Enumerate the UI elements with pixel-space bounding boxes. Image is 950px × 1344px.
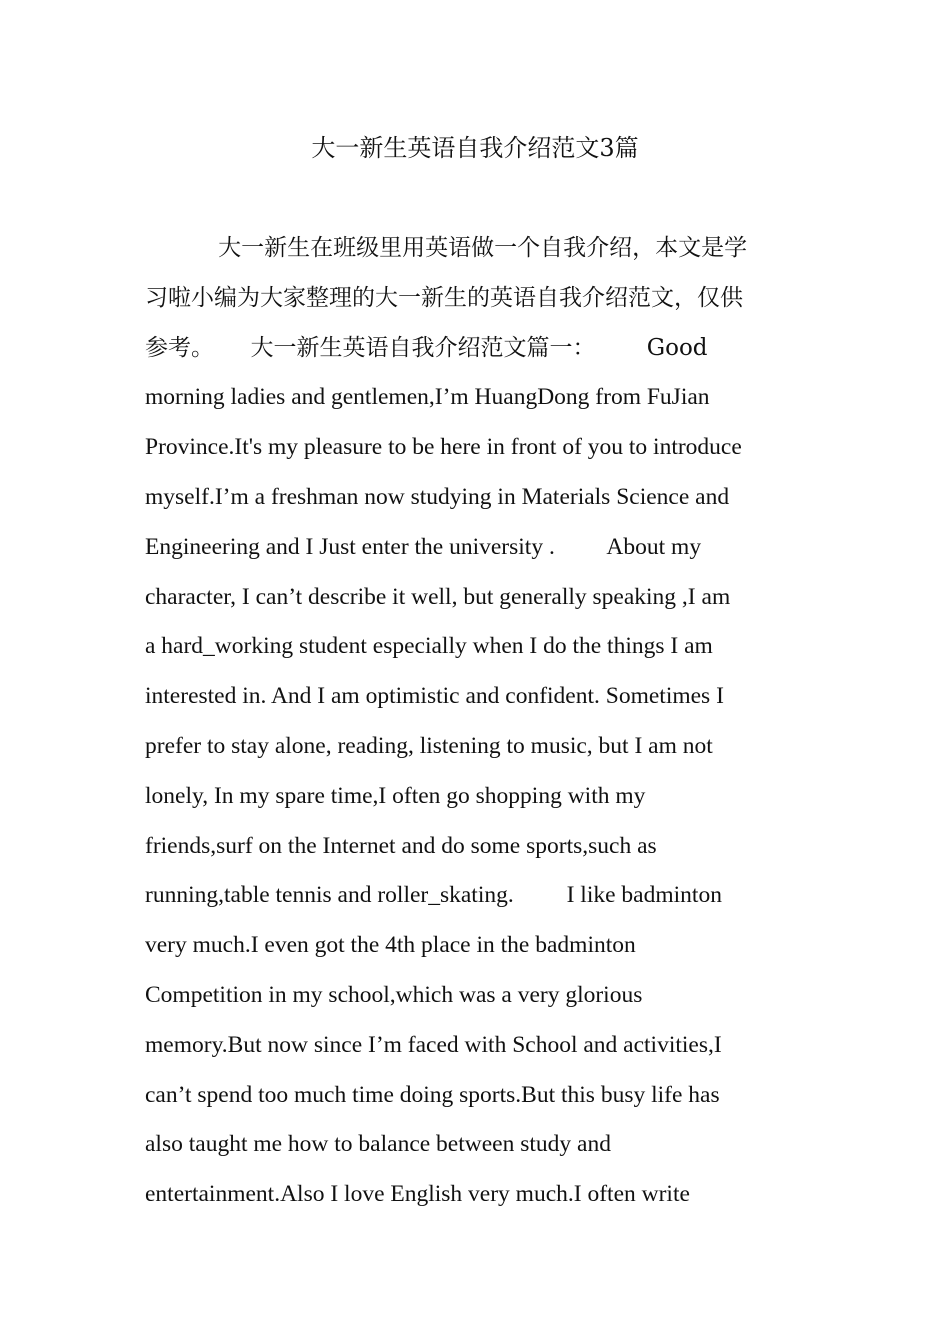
body-line: friends,surf on the Internet and do some sports,such as	[145, 832, 657, 859]
body-line: 大一新生在班级里用英语做一个自我介绍，本文是学	[145, 235, 748, 261]
body-line: entertainment.Also I love English very much.I often write	[145, 1181, 690, 1208]
body-line: prefer to stay alone, reading, listening to music, but I am not	[145, 732, 713, 759]
body-line: Province.It's my pleasure to be here in front of you to introduce	[145, 434, 742, 461]
body-line: also taught me how to balance between study and	[145, 1131, 611, 1158]
body-line: a hard_working student especially when I do the things I am	[145, 633, 713, 660]
body-line: memory.But now since I’m faced with School and activities,I	[145, 1031, 722, 1058]
body-line: can’t spend too much time doing sports.But this busy life has	[145, 1081, 720, 1108]
body-line: character, I can’t describe it well, but generally speaking ,I am	[145, 583, 731, 610]
document-body	[145, 224, 825, 1220]
body-line: Competition in my school,which was a very glorious	[145, 981, 643, 1008]
document-title: 大一新生英语自我介绍范文3篇	[311, 134, 639, 162]
body-line: 参考。 大一新生英语自我介绍范文篇一： Good	[145, 334, 708, 361]
body-line: very much.I even got the 4th place in the badminton	[145, 932, 636, 959]
body-line: myself.I’m a freshman now studying in Materials Science and	[145, 483, 730, 510]
body-line: interested in. And I am optimistic and confident. Sometimes I	[145, 683, 724, 710]
body-line: Engineering and I Just enter the university . About my	[145, 533, 702, 560]
body-line: morning ladies and gentlemen,I’m HuangDong from FuJian	[145, 384, 710, 411]
body-line: running,table tennis and roller_skating. I like badminton	[145, 882, 722, 909]
body-line: lonely, In my spare time,I often go shopping with my	[145, 782, 646, 809]
body-line: 习啦小编为大家整理的大一新生的英语自我介绍范文，仅供	[145, 284, 743, 311]
